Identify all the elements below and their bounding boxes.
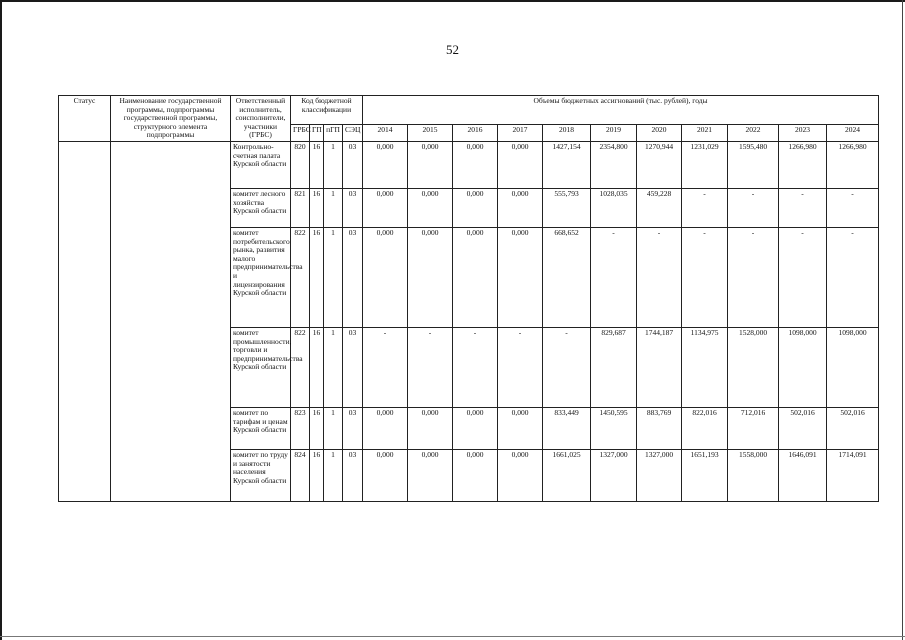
header-year: 2017 (498, 125, 543, 142)
value-cell: 0,000 (408, 449, 453, 501)
code-cell: 16 (310, 227, 324, 327)
value-cell: 1327,000 (591, 449, 637, 501)
value-cell: - (827, 188, 879, 227)
code-cell: 820 (291, 141, 310, 188)
value-cell: 0,000 (453, 227, 498, 327)
status-cell (59, 141, 111, 501)
value-cell: 829,687 (591, 327, 637, 407)
value-cell: 0,000 (363, 141, 408, 188)
code-cell: 03 (343, 227, 363, 327)
value-cell: - (728, 188, 779, 227)
value-cell: - (453, 327, 498, 407)
code-cell: 03 (343, 141, 363, 188)
code-cell: 03 (343, 327, 363, 407)
value-cell: 1714,091 (827, 449, 879, 501)
value-cell: 0,000 (408, 141, 453, 188)
value-cell: 1528,000 (728, 327, 779, 407)
value-cell: - (363, 327, 408, 407)
value-cell: 0,000 (453, 407, 498, 449)
value-cell: 0,000 (498, 449, 543, 501)
responsible-cell: комитет промышленности, торговли и предпринимательства Курской области (231, 327, 291, 407)
program-name-cell (111, 141, 231, 501)
header-budget-code: Код бюджетной классификации (291, 96, 363, 125)
value-cell: 1661,025 (543, 449, 591, 501)
header-year: 2016 (453, 125, 498, 142)
header-code-col: ГП (310, 125, 324, 142)
value-cell: 1028,035 (591, 188, 637, 227)
value-cell: 555,793 (543, 188, 591, 227)
value-cell: 1266,980 (827, 141, 879, 188)
code-cell: 823 (291, 407, 310, 449)
value-cell: - (682, 227, 728, 327)
value-cell: - (408, 327, 453, 407)
page-edge-bottom (0, 636, 905, 637)
value-cell: 0,000 (363, 227, 408, 327)
responsible-cell: Контрольно-счетная палата Курской области (231, 141, 291, 188)
value-cell: 0,000 (408, 188, 453, 227)
value-cell: 502,016 (779, 407, 827, 449)
header-code-col: ГРБС (291, 125, 310, 142)
value-cell: 1558,000 (728, 449, 779, 501)
code-cell: 1 (324, 407, 343, 449)
value-cell: 1744,187 (637, 327, 682, 407)
code-cell: 1 (324, 141, 343, 188)
page-edge-right (902, 0, 903, 640)
value-cell: - (637, 227, 682, 327)
value-cell: 0,000 (408, 407, 453, 449)
header-year: 2020 (637, 125, 682, 142)
budget-table (58, 95, 879, 502)
value-cell: 0,000 (453, 188, 498, 227)
value-cell: 2354,800 (591, 141, 637, 188)
code-cell: 16 (310, 407, 324, 449)
value-cell: 1134,975 (682, 327, 728, 407)
value-cell: - (591, 227, 637, 327)
value-cell: - (728, 227, 779, 327)
header-year: 2024 (827, 125, 879, 142)
code-cell: 16 (310, 449, 324, 501)
code-cell: 821 (291, 188, 310, 227)
value-cell: 0,000 (498, 188, 543, 227)
code-cell: 03 (343, 449, 363, 501)
value-cell: 0,000 (363, 449, 408, 501)
code-cell: 1 (324, 327, 343, 407)
value-cell: 822,016 (682, 407, 728, 449)
value-cell: 668,652 (543, 227, 591, 327)
header-volumes: Объемы бюджетных ассигнований (тыс. рублей), годы (363, 96, 879, 125)
value-cell: 0,000 (498, 141, 543, 188)
value-cell: 0,000 (363, 188, 408, 227)
code-cell: 16 (310, 327, 324, 407)
header-year: 2023 (779, 125, 827, 142)
value-cell: 1266,980 (779, 141, 827, 188)
value-cell: - (682, 188, 728, 227)
code-cell: 1 (324, 449, 343, 501)
value-cell: 1098,000 (827, 327, 879, 407)
header-responsible: Ответственный исполнитель, соисполнители, участники (ГРБС) (231, 96, 291, 142)
value-cell: 1595,480 (728, 141, 779, 188)
value-cell: 1327,000 (637, 449, 682, 501)
value-cell: - (827, 227, 879, 327)
value-cell: 1646,091 (779, 449, 827, 501)
value-cell: 1231,029 (682, 141, 728, 188)
header-year: 2021 (682, 125, 728, 142)
header-year: 2022 (728, 125, 779, 142)
code-cell: 824 (291, 449, 310, 501)
code-cell: 1 (324, 227, 343, 327)
page-edge-left (0, 0, 2, 640)
responsible-cell: комитет по труду и занятости населения Курской области (231, 449, 291, 501)
value-cell: 1427,154 (543, 141, 591, 188)
value-cell: 0,000 (453, 449, 498, 501)
page-number: 52 (446, 42, 459, 57)
header-program-name: Наименование государственной программы, подпрограммы государственной программы, структурного элемента подпрограммы (111, 96, 231, 142)
code-cell: 03 (343, 407, 363, 449)
header-year: 2018 (543, 125, 591, 142)
code-cell: 1 (324, 188, 343, 227)
header-year: 2015 (408, 125, 453, 142)
header-code-col: СЭЦ (343, 125, 363, 142)
value-cell: - (779, 227, 827, 327)
code-cell: 16 (310, 141, 324, 188)
code-cell: 16 (310, 188, 324, 227)
header-status: Статус (59, 96, 111, 142)
responsible-cell: комитет лесного хозяйства Курской области (231, 188, 291, 227)
table-body (59, 141, 879, 501)
value-cell: 1270,944 (637, 141, 682, 188)
value-cell: 0,000 (363, 407, 408, 449)
table-row (59, 141, 879, 188)
value-cell: 0,000 (453, 141, 498, 188)
code-cell: 03 (343, 188, 363, 227)
value-cell: 1450,595 (591, 407, 637, 449)
value-cell: 712,016 (728, 407, 779, 449)
header-code-col: пГП (324, 125, 343, 142)
value-cell: 502,016 (827, 407, 879, 449)
value-cell: - (498, 327, 543, 407)
value-cell: 1651,193 (682, 449, 728, 501)
header-year: 2014 (363, 125, 408, 142)
code-cell: 822 (291, 227, 310, 327)
header-year: 2019 (591, 125, 637, 142)
value-cell: 1098,000 (779, 327, 827, 407)
value-cell: - (779, 188, 827, 227)
value-cell: 0,000 (408, 227, 453, 327)
value-cell: 833,449 (543, 407, 591, 449)
code-cell: 822 (291, 327, 310, 407)
page-edge-top (0, 0, 905, 2)
responsible-cell: комитет потребительского рынка, развития малого предпринимательства и лицензирования Курской области (231, 227, 291, 327)
value-cell: 0,000 (498, 407, 543, 449)
value-cell: - (543, 327, 591, 407)
value-cell: 0,000 (498, 227, 543, 327)
responsible-cell: комитет по тарифам и ценам Курской области (231, 407, 291, 449)
value-cell: 459,228 (637, 188, 682, 227)
value-cell: 883,769 (637, 407, 682, 449)
